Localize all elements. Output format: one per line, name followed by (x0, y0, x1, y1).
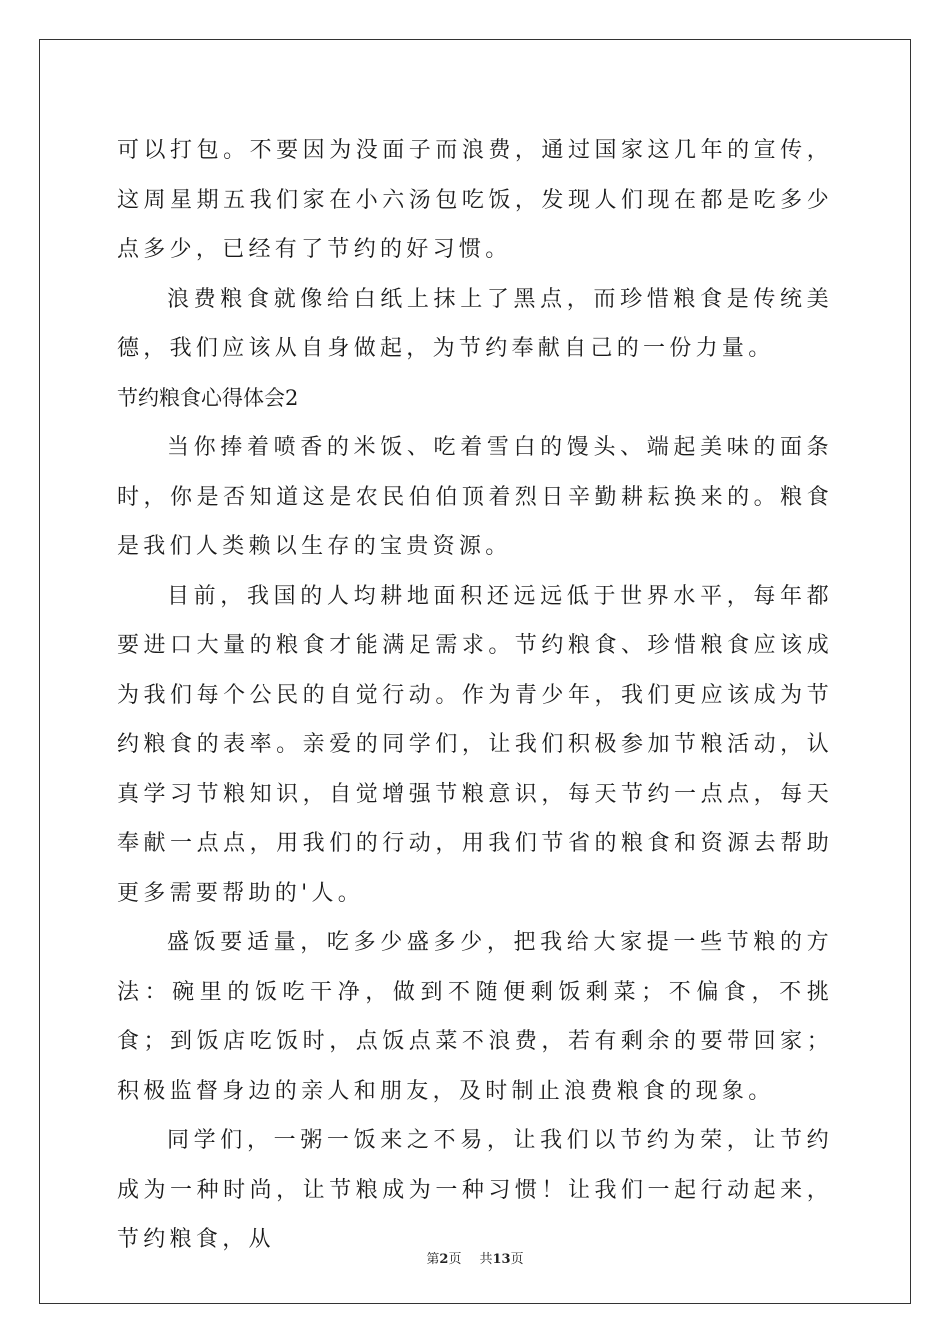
page-footer (0, 1248, 950, 1267)
total-pages: 13 (492, 1252, 511, 1267)
paragraph-continued: 可以打包。不要因为没面子而浪费，通过国家这几年的宣传，这周星期五我们家在小六汤包吃饭，发现人们现在都是吃多少点多少，已经有了节约的好习惯。 (117, 138, 833, 262)
paragraph: 浪费粮食就像给白纸上抹上了黑点，而珍惜粮食是传统美德，我们应该从自身做起，为节约奉献自己的一份力量。 (117, 286, 833, 361)
document-body (117, 126, 833, 1265)
total-prefix: 共 (479, 1252, 493, 1267)
paragraph: 盛饭要适量，吃多少盛多少，把我给大家提一些节粮的方法：碗里的饭吃干净，做到不随便剩饭剩菜；不偏食，不挑食；到饭店吃饭时，点饭点菜不浪费，若有剩余的要带回家；积极监督身边的亲人和朋友，及时制止浪费粮食的现象。 (117, 930, 833, 1104)
paragraph: 同学们，一粥一饭来之不易，让我们以节约为荣，让节约成为一种时尚，让节粮成为一种习惯！让我们一起行动起来，节约粮食，从 (117, 1128, 833, 1252)
page-prefix: 第 (426, 1252, 440, 1267)
paragraph: 当你捧着喷香的米饭、吃着雪白的馒头、端起美味的面条时，你是否知道这是农民伯伯顶着烈日辛勤耕耘换来的。粮食是我们人类赖以生存的宝贵资源。 (117, 435, 833, 559)
paragraph: 目前，我国的人均耕地面积还远远低于世界水平，每年都要进口大量的粮食才能满足需求。节约粮食、珍惜粮食应该成为我们每个公民的自觉行动。作为青少年，我们更应该成为节约粮食的表率。亲爱的同学们，让我们积极参加节粮活动，认真学习节粮知识，自觉增强节粮意识，每天节约一点点，每天奉献一点点，用我们的行动，用我们节省的粮食和资源去帮助更多需要帮助的'人。 (117, 583, 833, 906)
total-suffix: 页 (510, 1252, 524, 1267)
page-suffix: 页 (448, 1252, 462, 1267)
section-heading: 节约粮食心得体会2 (117, 385, 299, 410)
page-number: 2 (439, 1252, 449, 1267)
